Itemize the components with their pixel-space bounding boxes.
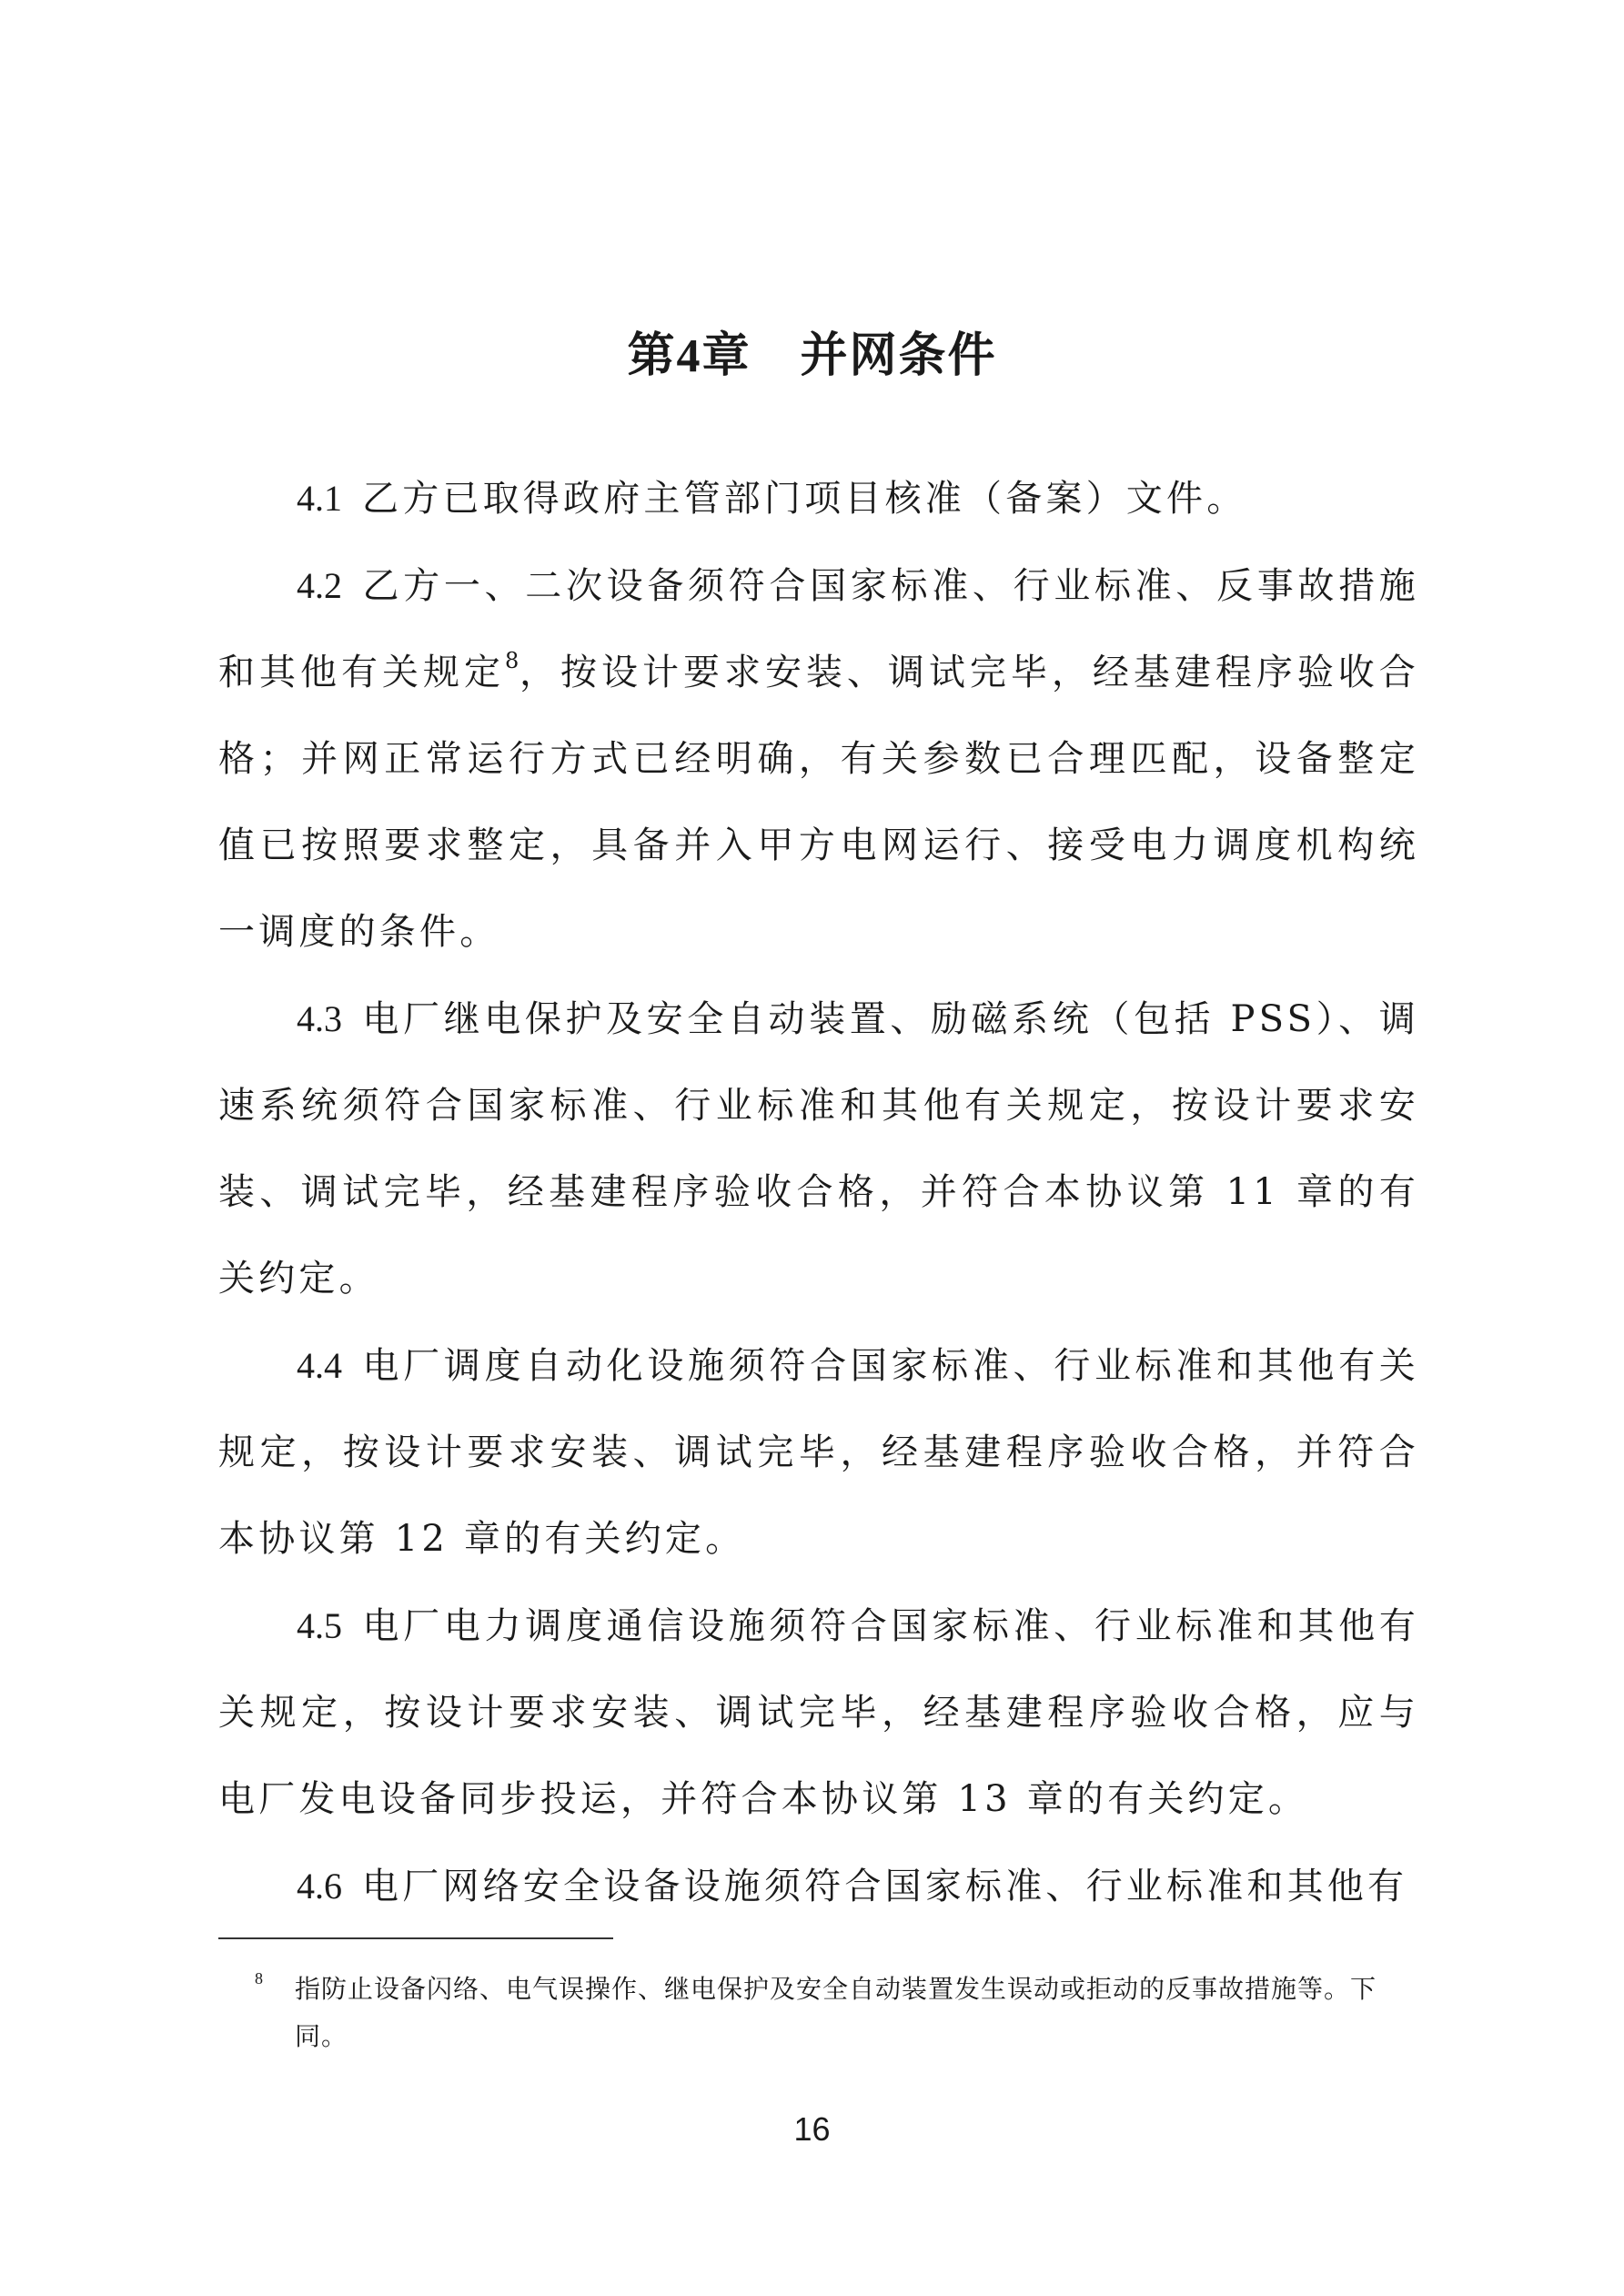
- chapter-heading-text: 并网条件: [800, 329, 997, 383]
- paragraph-4-6: [218, 1843, 1419, 1930]
- clause-number: 4.1: [297, 478, 342, 519]
- chapter-label-prefix: 第: [627, 329, 677, 383]
- clause-text: 电厂电力调度通信设施须符合国家标准、行业标准和其他有关规定，按设计要求安装、调试完毕，经基建程序验收合格，应与电厂发电设备同步投运，并符合本协议第 13 章的有关约定。: [218, 1605, 1419, 1820]
- body-text: [218, 455, 1419, 1930]
- clause-text: 电厂继电保护及安全自动装置、励磁系统（包括 PSS）、调速系统须符合国家标准、行业标准和其他有关规定，按设计要求安装、调试完毕，经基建程序验收合格，并符合本协议第 11 章的有关约定。: [218, 998, 1419, 1300]
- paragraph-4-2: [218, 542, 1419, 976]
- paragraph-4-1: [218, 455, 1419, 542]
- chapter-number: 4: [676, 330, 702, 382]
- clause-number: 4.5: [297, 1605, 342, 1646]
- clause-text: 电厂调度自动化设施须符合国家标准、行业标准和其他有关规定，按设计要求安装、调试完毕，经基建程序验收合格，并符合本协议第 12 章的有关约定。: [218, 1345, 1419, 1560]
- clause-text-continued: ，按设计要求安装、调试完毕，经基建程序验收合格；并网正常运行方式已经明确，有关参数已合理匹配，设备整定值已按照要求整定，具备并入甲方电网运行、接受电力调度机构统一调度的条件。: [218, 652, 1419, 953]
- footnote-reference: 8: [504, 648, 519, 673]
- clause-text: 乙方一、二次设备须符合国家标准、行业标准、反事故措施和其他有关规定: [218, 565, 1419, 693]
- clause-number: 4.4: [297, 1345, 342, 1386]
- clause-text: 乙方已取得政府主管部门项目核准（备案）文件。: [362, 478, 1247, 520]
- paragraph-4-4: [218, 1322, 1419, 1583]
- paragraph-4-3: [218, 976, 1419, 1322]
- page-number: 16: [793, 2110, 831, 2148]
- clause-number: 4.6: [297, 1866, 342, 1907]
- footnote: [255, 1966, 1419, 2060]
- footnote-separator: [218, 1937, 613, 1939]
- clause-number: 4.2: [297, 565, 342, 606]
- clause-number: 4.3: [297, 998, 342, 1039]
- chapter-title: [0, 323, 1624, 389]
- footnote-text: 指防止设备闪络、电气误操作、继电保护及安全自动装置发生误动或拒动的反事故措施等。下同。: [295, 1974, 1377, 2051]
- paragraph-4-5: [218, 1583, 1419, 1843]
- chapter-label-suffix: 章: [701, 329, 751, 383]
- chapter-spacer: [751, 329, 801, 383]
- clause-text: 电厂网络安全设备设施须符合国家标准、行业标准和其他有: [362, 1866, 1408, 1907]
- footnote-mark: 8: [255, 1969, 264, 1988]
